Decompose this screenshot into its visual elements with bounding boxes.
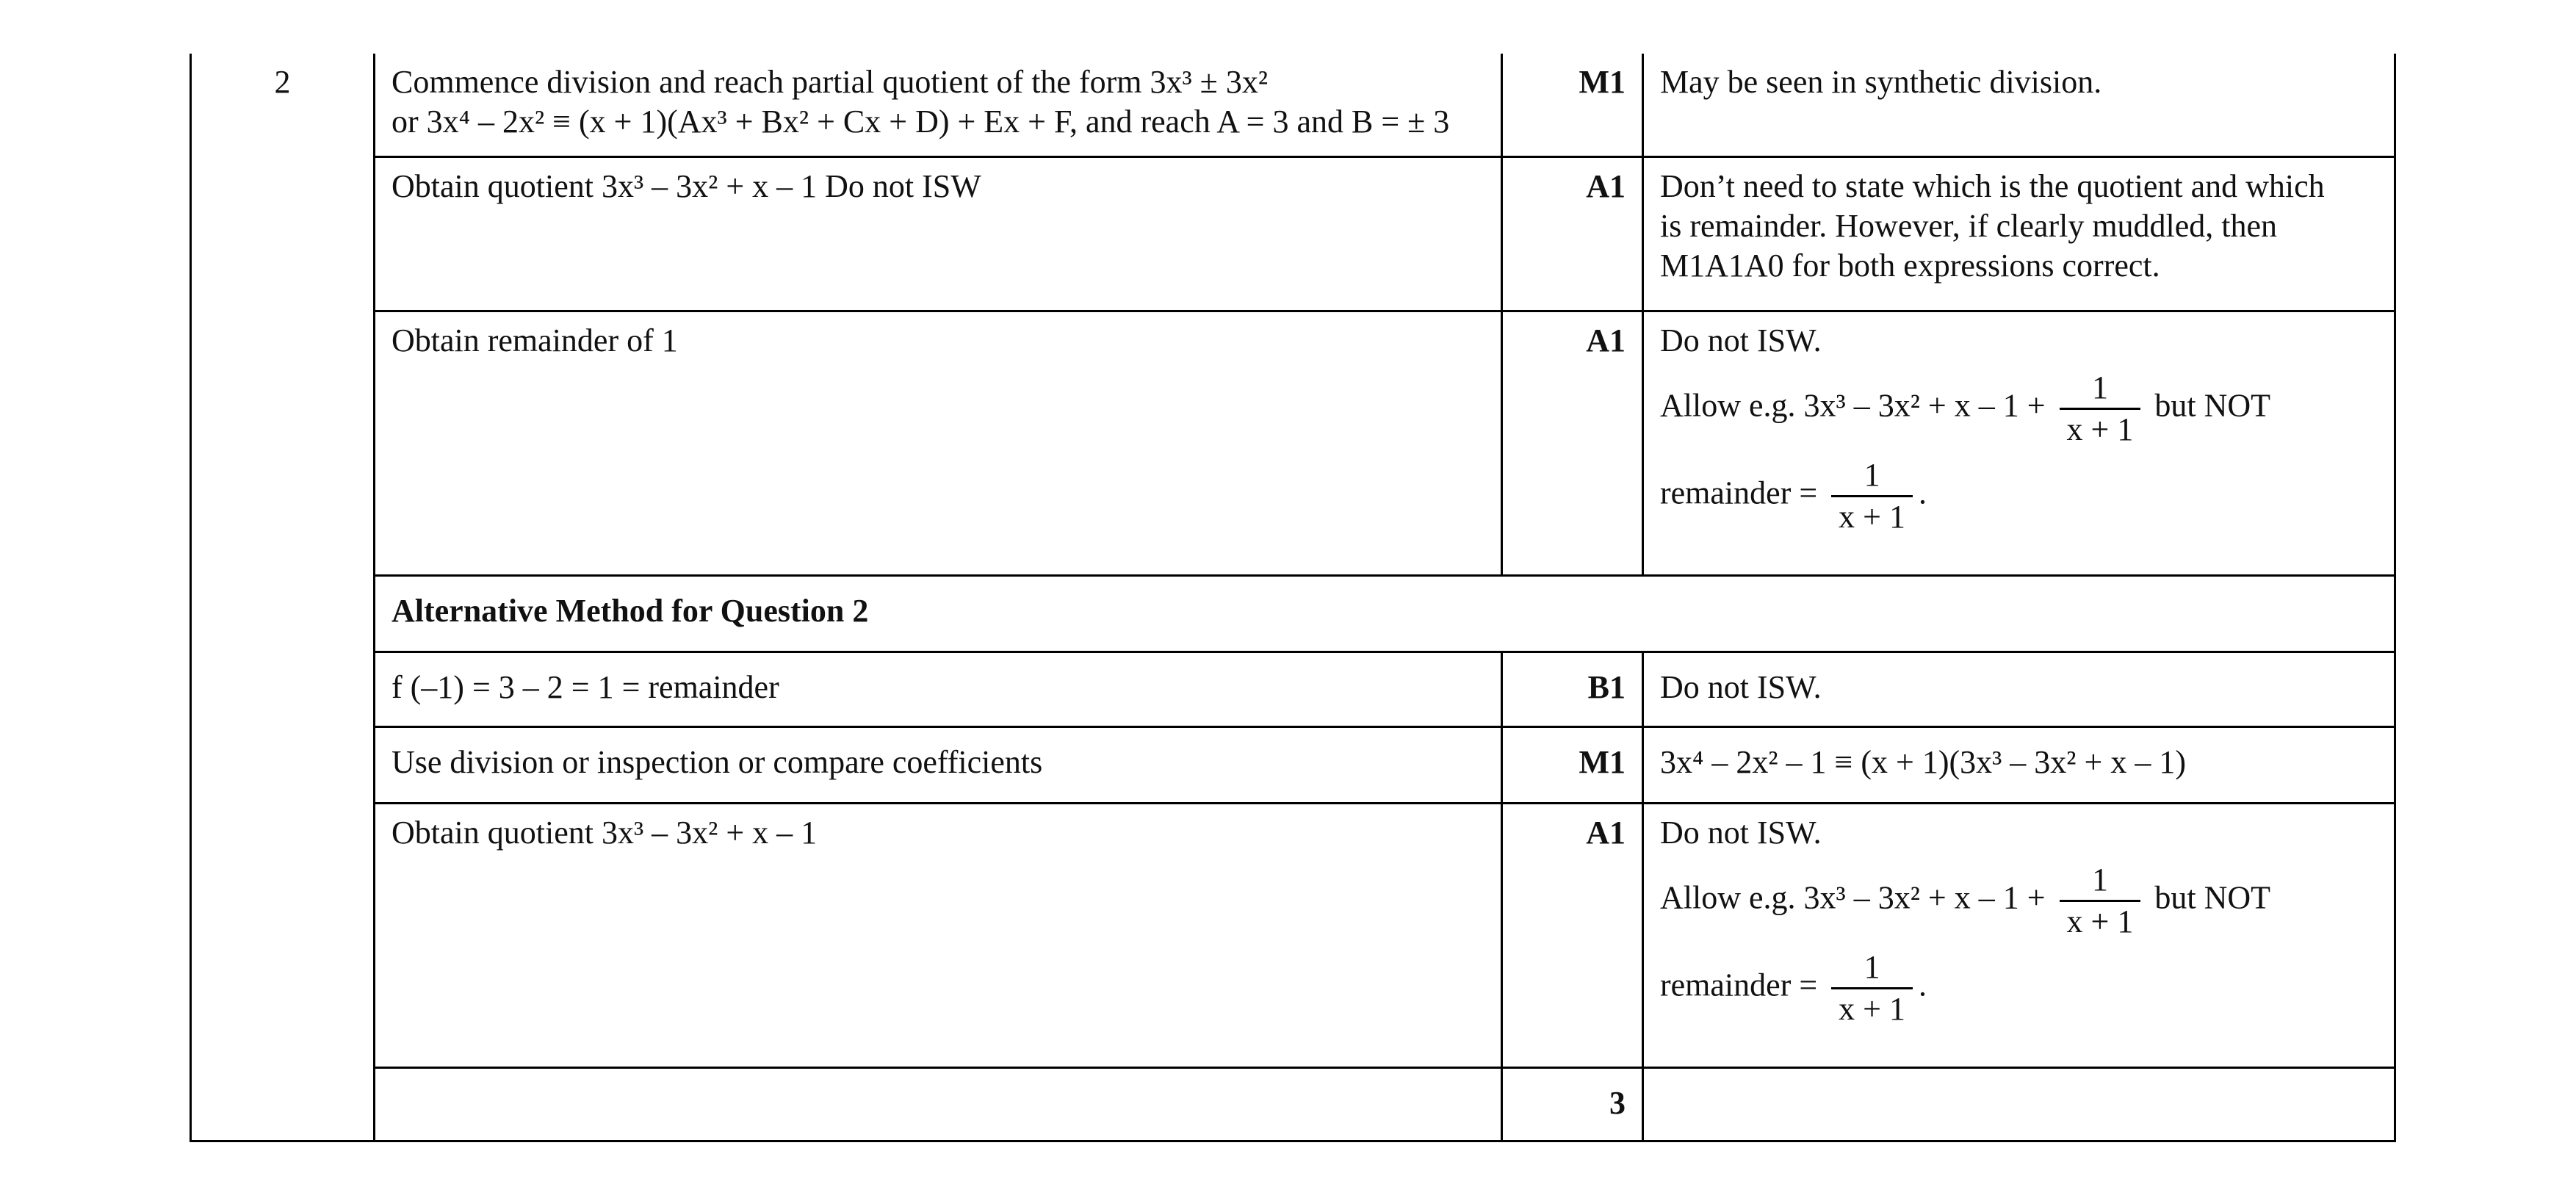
fraction-numerator: 1 (1831, 948, 1913, 989)
fraction-denominator: x + 1 (1839, 990, 1905, 1027)
answer-cell (375, 54, 1502, 156)
mark-cell (1502, 726, 1643, 803)
table-row (191, 726, 2395, 803)
fraction-denominator: x + 1 (2066, 411, 2134, 447)
guidance-cell (1643, 726, 2395, 803)
mark-label: M1 (1579, 743, 1626, 780)
fraction-denominator: x + 1 (1839, 498, 1905, 535)
mark-total-cell (1502, 1067, 1643, 1141)
mark-cell (1502, 156, 1643, 311)
allow-suffix: but NOT (2154, 879, 2271, 916)
table-row (191, 575, 2395, 652)
guidance-text: Do not ISW. (1660, 668, 1822, 705)
allow-expression (1660, 368, 2394, 450)
fraction-denominator: x + 1 (2066, 903, 2134, 939)
table-row (191, 1067, 2395, 1141)
guidance-cell (1643, 652, 2395, 726)
mark-cell (1502, 652, 1643, 726)
table-row (191, 652, 2395, 726)
allow-prefix: Allow e.g. 3x³ – 3x² + x – 1 + (1660, 387, 2046, 424)
mark-cell (1502, 311, 1643, 575)
mark-label: B1 (1587, 668, 1626, 705)
mark-label: A1 (1586, 322, 1626, 358)
fraction-numerator: 1 (2060, 860, 2141, 902)
guidance-cell (1643, 1067, 2395, 1141)
answer-text: Commence division and reach partial quotient of the form 3x³ ± 3x² (392, 64, 1269, 100)
guidance-cell (1643, 311, 2395, 575)
remainder-expression (1660, 948, 2394, 1029)
answer-text: f (–1) = 3 – 2 = 1 = remainder (392, 668, 779, 705)
remainder-suffix: . (1918, 967, 1927, 1003)
mark-label: M1 (1579, 64, 1626, 100)
mark-label: A1 (1586, 814, 1626, 851)
answer-text: Use division or inspection or compare coefficients (392, 743, 1043, 780)
allow-expression (1660, 860, 2394, 942)
answer-text: Obtain remainder of 1 (392, 322, 678, 358)
answer-cell (375, 1067, 1502, 1141)
fraction (2060, 368, 2141, 450)
guidance-text: Do not ISW. (1660, 322, 1822, 358)
guidance-text: M1A1A0 for both expressions correct. (1660, 247, 2160, 284)
remainder-prefix: remainder = (1660, 475, 1818, 511)
answer-cell (375, 652, 1502, 726)
answer-text: Obtain quotient 3x³ – 3x² + x – 1 (392, 814, 818, 851)
remainder-prefix: remainder = (1660, 967, 1818, 1003)
table-row (191, 311, 2395, 575)
answer-text (392, 1069, 1501, 1083)
question-number-cell (191, 54, 375, 1141)
table-row (191, 54, 2395, 156)
mark-label: A1 (1586, 167, 1626, 204)
remainder-expression (1660, 455, 2394, 537)
remainder-suffix: . (1918, 475, 1927, 511)
guidance-text: is remainder. However, if clearly muddled, then (1660, 207, 2278, 244)
answer-cell (375, 156, 1502, 311)
guidance-cell (1643, 803, 2395, 1067)
table-row (191, 156, 2395, 311)
guidance-text: Do not ISW. (1660, 814, 1822, 851)
fraction-numerator: 1 (1831, 455, 1913, 497)
fraction (1831, 455, 1913, 537)
allow-prefix: Allow e.g. 3x³ – 3x² + x – 1 + (1660, 879, 2046, 916)
question-number: 2 (274, 64, 291, 100)
guidance-text: May be seen in synthetic division. (1660, 64, 2102, 100)
allow-suffix: but NOT (2154, 387, 2271, 424)
fraction-numerator: 1 (2060, 368, 2141, 410)
answer-cell (375, 803, 1502, 1067)
fraction (1831, 948, 1913, 1029)
section-heading-cell (375, 575, 2395, 652)
answer-cell (375, 311, 1502, 575)
section-heading: Alternative Method for Question 2 (392, 592, 869, 629)
answer-text: or 3x⁴ – 2x² ≡ (x + 1)(Ax³ + Bx² + Cx + D) + Ex + F, and reach A = 3 and B = ± 3 (392, 104, 1450, 140)
answer-cell (375, 726, 1502, 803)
mark-cell (1502, 803, 1643, 1067)
mark-total: 3 (1609, 1084, 1626, 1121)
table-row (191, 803, 2395, 1067)
guidance-cell (1643, 156, 2395, 311)
mark-cell (1502, 54, 1643, 156)
guidance-cell (1643, 54, 2395, 156)
answer-text: Obtain quotient 3x³ – 3x² + x – 1 Do not ISW (392, 167, 981, 204)
fraction (2060, 860, 2141, 942)
guidance-text (1660, 1069, 2394, 1083)
guidance-text: 3x⁴ – 2x² – 1 ≡ (x + 1)(3x³ – 3x² + x – 1) (1660, 743, 2186, 780)
mark-scheme-table (190, 54, 2396, 1142)
guidance-text: Don’t need to state which is the quotient and which (1660, 167, 2325, 204)
